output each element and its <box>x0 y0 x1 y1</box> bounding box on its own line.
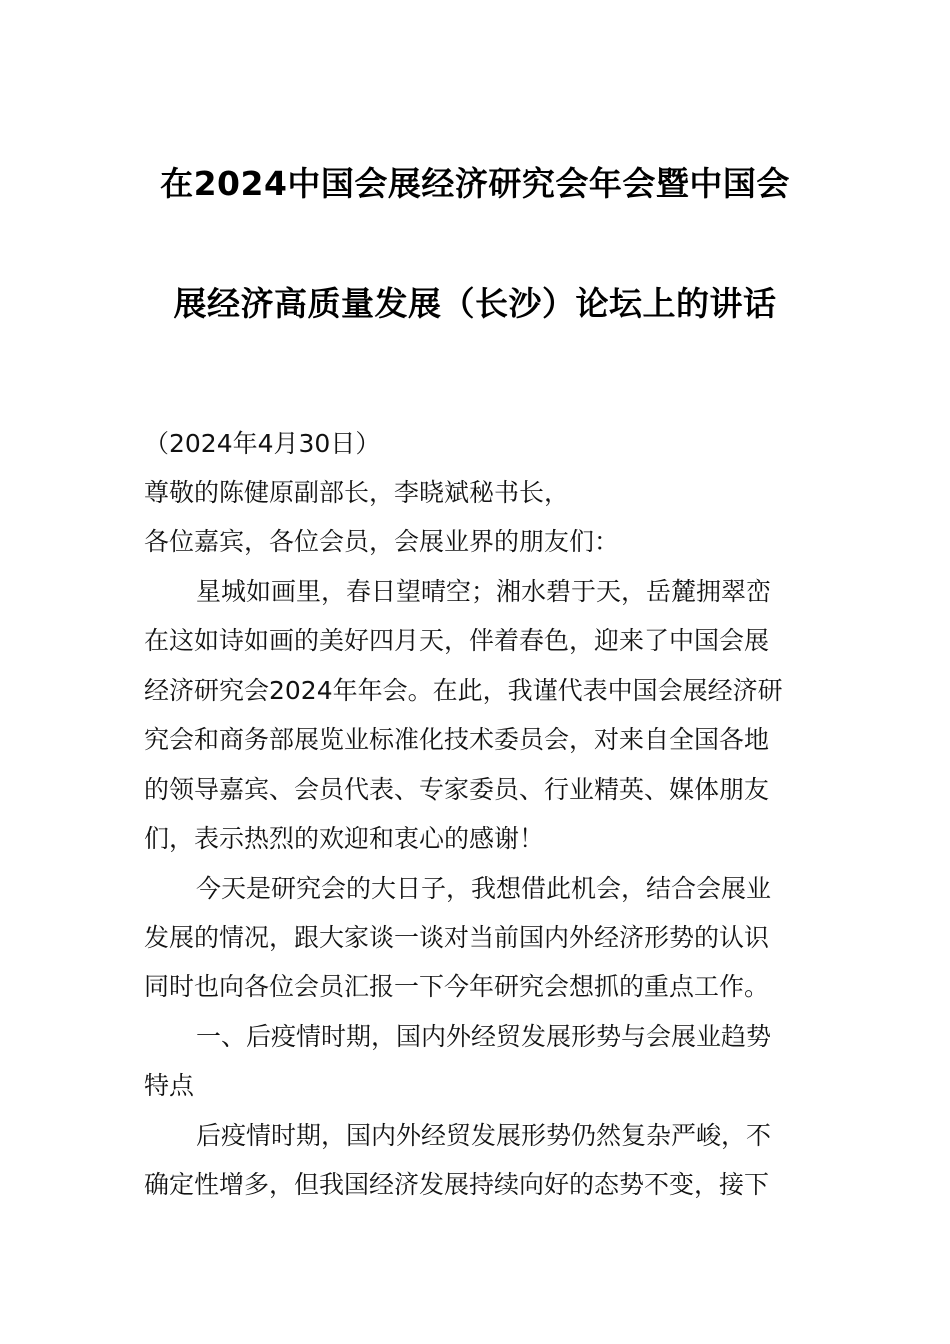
section-heading-line: 特点 <box>144 1071 195 1100</box>
paragraph-line: 同时也向各位会员汇报一下今年研究会想抓的重点工作。 <box>144 972 770 1001</box>
paragraph-line: 后疫情时期，国内外经贸发展形势仍然复杂严峻，不 <box>196 1121 772 1150</box>
salutation-line-2: 各位嘉宾，各位会员，会展业界的朋友们： <box>144 527 620 556</box>
paragraph-line: 们，表示热烈的欢迎和衷心的感谢！ <box>144 824 545 853</box>
paragraph-line: 确定性增多，但我国经济发展持续向好的态势不变，接下 <box>144 1170 770 1199</box>
section-heading-line: 一、后疫情时期，国内外经贸发展形势与会展业趋势 <box>196 1022 772 1051</box>
paragraph-line: 今天是研究会的大日子，我想借此机会，结合会展业 <box>196 874 772 903</box>
document-title-line-2: 展经济高质量发展（长沙）论坛上的讲话 <box>173 284 777 323</box>
paragraph-line: 经济研究会2024年年会。在此，我谨代表中国会展经济研 <box>144 676 783 705</box>
paragraph-line: 究会和商务部展览业标准化技术委员会，对来自全国各地 <box>144 725 770 754</box>
paragraph-line: 的领导嘉宾、会员代表、专家委员、行业精英、媒体朋友 <box>144 775 770 804</box>
paragraph-line: 在这如诗如画的美好四月天，伴着春色，迎来了中国会展 <box>144 626 770 655</box>
speech-date: （2024年4月30日） <box>144 429 381 458</box>
paragraph-line: 发展的情况，跟大家谈一谈对当前国内外经济形势的认识 <box>144 923 770 952</box>
document-title-line-1: 在2024中国会展经济研究会年会暨中国会 <box>160 164 790 203</box>
paragraph-line: 星城如画里，春日望晴空；湘水碧于天，岳麓拥翠峦 <box>196 577 772 606</box>
salutation-line-1: 尊敬的陈健原副部长，李晓斌秘书长， <box>144 478 570 507</box>
